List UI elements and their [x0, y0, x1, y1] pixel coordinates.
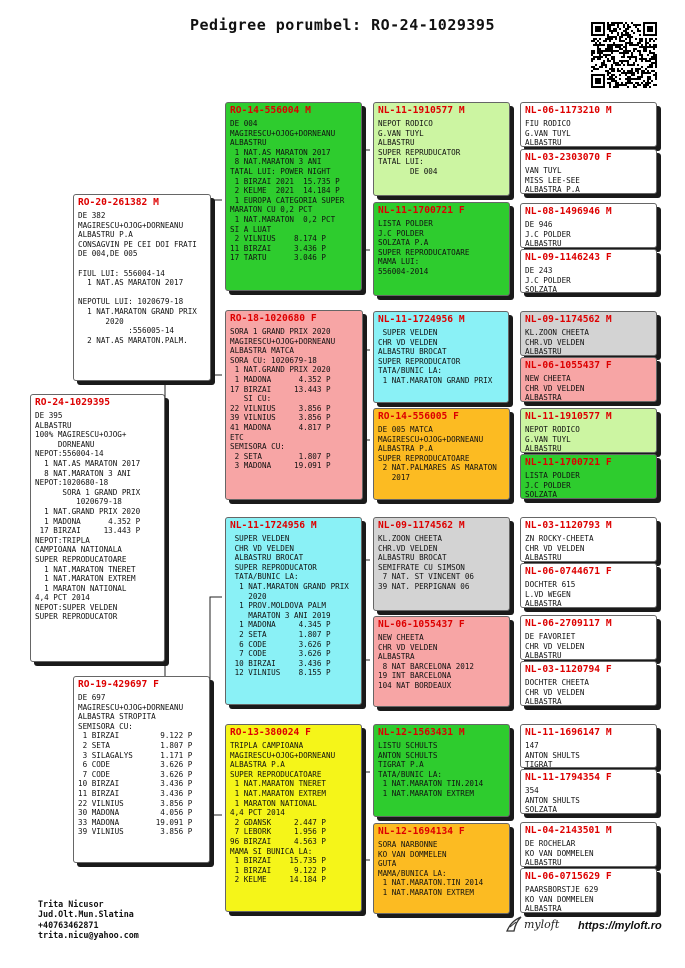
ring-number: NL-09-1174562 M: [378, 520, 465, 531]
ring-number: RO-24-1029395: [35, 397, 111, 408]
pigeon-details: NEW CHEETA CHR VD VELDEN ALBASTRA: [525, 374, 585, 402]
pigeon-details: LISTU SCHULTS ANTON SCHULTS TIGRAT P.A TATA/BUNIC LA: 1 NAT.MARATON TIN.2014 1 NAT.MARATON EXTREM: [378, 741, 484, 798]
pigeon-card-nl-06-1173210[interactable]: [520, 102, 657, 147]
ring-number: RO-14-556004 M: [230, 105, 311, 116]
ring-number: NL-11-1700721 F: [378, 205, 465, 216]
ring-number: NL-11-1700721 F: [525, 457, 612, 468]
ring-number: NL-03-2303070 F: [525, 152, 612, 163]
pigeon-card-nl-03-2303070[interactable]: [520, 149, 657, 194]
ring-number: NL-12-1694134 F: [378, 826, 465, 837]
ring-number: RO-19-429697 F: [78, 679, 159, 690]
ring-number: NL-06-2709117 M: [525, 618, 612, 629]
pigeon-card-nl-06-1055437-c[interactable]: [520, 357, 657, 402]
ring-number: NL-06-0715629 F: [525, 871, 612, 882]
pigeon-details: VAN TUYL MISS LEE-SEE ALBASTRA P.A: [525, 166, 580, 194]
pigeon-details: NEPOT RODICO G.VAN TUYL ALBASTRU SUPER REPRUDUCATOR TATAL LUI: DE 004: [378, 119, 461, 176]
ring-number: NL-06-0744671 F: [525, 566, 612, 577]
ring-number: NL-08-1496946 M: [525, 206, 612, 217]
pigeon-details: DOCHTER CHEETA CHR VD VELDEN ALBASTRA: [525, 678, 590, 706]
pigeon-card-nl-03-1120794[interactable]: [520, 661, 657, 706]
pigeon-details: 354 ANTON SHULTS SOLZATA: [525, 786, 580, 814]
pigeon-details: ZN ROCKY-CHEETA CHR VD VELDEN ALBASTRU: [525, 534, 594, 562]
pigeon-details: DE 946 J.C POLDER ALBASTRU: [525, 220, 571, 248]
pigeon-details: FIU RODICO G.VAN TUYL ALBASTRU: [525, 119, 571, 147]
ring-number: NL-06-1055437 F: [525, 360, 612, 371]
breeder-contact: Trita Nicusor Jud.Olt.Mun.Slatina +40763462871 trita.nicu@yahoo.com: [38, 899, 139, 941]
pigeon-details: DE FAVORIET CHR VD VELDEN ALBASTRU: [525, 632, 585, 660]
pigeon-card-nl-11-1700721-c[interactable]: [520, 454, 657, 499]
pigeon-card-ro-20-261382[interactable]: [73, 194, 211, 381]
pigeon-card-nl-06-0715629[interactable]: [520, 868, 657, 913]
ring-number: NL-03-1120794 F: [525, 664, 612, 675]
pigeon-details: DE ROCHELAR KO VAN DOMMELEN ALBASTRU: [525, 839, 594, 867]
pigeon-card-nl-04-2143501[interactable]: [520, 822, 657, 867]
pigeon-card-nl-08-1496946[interactable]: [520, 203, 657, 248]
website-link[interactable]: https://myloft.ro: [578, 920, 662, 932]
ring-number: NL-12-1563431 M: [378, 727, 465, 738]
pigeon-details: DE 005 MATCA MAGIRESCU+OJOG+DORNEANU ALBASTRA P.A SUPER REPRODUCATOARE 2 NAT.PALMARES AS MARATON 2017: [378, 425, 497, 482]
pigeon-card-nl-11-1794354[interactable]: [520, 769, 657, 814]
pigeon-card-nl-11-1724956-b[interactable]: [373, 311, 509, 403]
pigeon-details: LISTA POLDER J.C POLDER SOLZATA P.A SUPER REPRODUCATOARE MAMA LUI: 556004-2014: [378, 219, 470, 276]
pigeon-card-nl-11-1696147[interactable]: [520, 724, 657, 768]
pigeon-details: SORA NARBONNE KO VAN DOMMELEN GUTA MAMA/BUNICA LA: 1 NAT.MARATON.TIN 2014 1 NAT.MARATON EXTREM: [378, 840, 484, 897]
myloft-logo-text: myloft: [524, 918, 560, 931]
ring-number: NL-11-1910577 M: [525, 411, 612, 422]
pigeon-details: NEW CHEETA CHR VD VELDEN ALBASTRA 8 NAT BARCELONA 2012 19 INT BARCELONA 104 NAT BORDEAUX: [378, 633, 475, 690]
pigeon-card-ro-24-1029395[interactable]: [30, 394, 165, 662]
pigeon-details: 147 ANTON SHULTS TIGRAT: [525, 741, 580, 768]
pigeon-card-nl-11-1910577[interactable]: [373, 102, 510, 196]
ring-number: NL-09-1174562 M: [525, 314, 612, 325]
pigeon-details: DOCHTER 615 L.VD WEGEN ALBASTRA: [525, 580, 576, 608]
pigeon-card-nl-11-1724956[interactable]: [225, 517, 362, 705]
pigeon-card-nl-06-0744671[interactable]: [520, 563, 657, 608]
pigeon-details: PAARSBORSTJE 629 KO VAN DOMMELEN ALBASTRA: [525, 885, 599, 913]
ring-number: NL-11-1696147 M: [525, 727, 612, 738]
pigeon-card-ro-18-1020680[interactable]: [225, 310, 363, 500]
pigeon-details: DE 004 MAGIRESCU+OJOG+DORNEANU ALBASTRU 1 NAT.AS MARATON 2017 8 NAT.MARATON 3 ANI TATAL LUI: POWER NIGHT 1 BIRZAI 2021 15.735 P 2 KELME 2021 14.184 P 1 EUROPA CATEGORIA SUPER MARATON CU 0,2 PCT 1 NAT.MARATON 0,2 PCT SI A LUAT 2 VILNIUS 8.174 P 11 BIRZAI 3.436 P 17 TARTU 3.046 P: [230, 119, 345, 263]
pigeon-details: DE 697 MAGIRESCU+OJOG+DORNEANU ALBASTRA STROPITA SEMISORA CU: 1 BIRZAI 9.122 P 2 SETA 1.807 P 3 SILAGALYS 1.171 P 6 CODE 3.626 P 7 CODE 3.626 P 10 BIRZAI 3.436 P 11 BIRZAI 3.436 P 22 VILNIUS 3.856 P 30 MADONA 4.056 P 33 MADONA 19.091 P 39 VILNIUS 3.856 P: [78, 693, 193, 837]
pigeon-card-nl-03-1120793[interactable]: [520, 517, 657, 562]
pigeon-details: KL.ZOON CHEETA CHR.VD VELDEN ALBASTRU BROCAT SEMIFRATE CU SIMSON 7 NAT. ST VINCENT 06 39 NAT. PERPIGNAN 06: [378, 534, 475, 591]
ring-number: NL-03-1120793 M: [525, 520, 612, 531]
pigeon-card-nl-09-1174562-b[interactable]: [373, 517, 510, 611]
ring-number: NL-04-2143501 M: [525, 825, 612, 836]
ring-number: RO-14-556005 F: [378, 411, 459, 422]
pigeon-card-nl-09-1146243[interactable]: [520, 249, 657, 293]
pigeon-card-nl-11-1700721[interactable]: [373, 202, 510, 296]
ring-number: RO-20-261382 M: [78, 197, 159, 208]
pigeon-details: NEPOT RODICO G.VAN TUYL ALBASTRU: [525, 425, 580, 453]
pigeon-details: DE 382 MAGIRESCU+OJOG+DORNEANU ALBASTRU P.A CONSAGVIN PE CEI DOI FRATI DE 004,DE 005 FIUL LUI: 556004-14 1 NAT.AS MARATON 2017 NEPOTUL LUI: 1020679-18 1 NAT.MARATON GRAND PRIX 2020 :556005-14 2 NAT.AS MARATON.PALM.: [78, 211, 197, 345]
pigeon-details: SUPER VELDEN CHR VD VELDEN ALBASTRU BROCAT SUPER REPRODUCATOR TATA/BUNIC LA: 1 NAT.MARATON GRAND PRIX 2020 1 PROV.MOLDOVA PALM MARATON 3 ANI 2019 1 MADONA 4.345 P 2 SETA 1.807 P 6 CODE 3.626 P 7 CODE 3.626 P 10 BIRZAI 3.436 P 12 VILNIUS 8.155 P: [234, 534, 349, 678]
pigeon-card-ro-14-556005[interactable]: [373, 408, 510, 500]
ring-number: NL-11-1724956 M: [230, 520, 317, 531]
pigeon-details: SUPER VELDEN CHR VD VELDEN ALBASTRU BROCAT SUPER REPRODUCATOR TATA/BUNIC LA: 1 NAT.MARATON GRAND PRIX: [378, 328, 493, 385]
pigeon-details: DE 243 J.C POLDER SOLZATA: [525, 266, 571, 293]
pigeon-details: LISTA POLDER J.C POLDER SOLZATA: [525, 471, 580, 499]
pigeon-card-nl-12-1694134[interactable]: [373, 823, 510, 914]
pigeon-card-nl-12-1563431[interactable]: [373, 724, 510, 817]
ring-number: NL-11-1910577 M: [378, 105, 465, 116]
ring-number: NL-11-1794354 F: [525, 772, 612, 783]
pigeon-details: SORA 1 GRAND PRIX 2020 MAGIRESCU+OJOG+DORNEANU ALBASTRA MATCA SORA CU: 1020679-18 1 NAT.GRAND PRIX 2020 1 MADONA 4.352 P 17 BIRZAI 13.443 P SI CU: 22 VILNIUS 3.856 P 39 VILNIUS 3.856 P 41 MADONA 4.817 P ETC SEMISORA CU: 2 SETA 1.807 P 3 MADONA 19.091 P: [230, 327, 336, 471]
ring-number: NL-06-1173210 M: [525, 105, 612, 116]
pigeon-details: DE 395 ALBASTRU 100% MAGIRESCU+OJOG+ DORNEANU NEPOT:556004-14 1 NAT.AS MARATON 2017 8 NAT.MARATON 3 ANI NEPOT:1020680-18 SORA 1 GRAND PRIX 1020679-18 1 NAT.GRAND PRIX 2020 1 MADONA 4.352 P 17 BIRZAI 13.443 P NEPOT:TRIPLA CAMPIOANA NATIONALA SUPER REPRODUCATOARE 1 NAT.MARATON TNERET 1 NAT.MARATON EXTREM 1 MARATON NATIONAL 4,4 PCT 2014 NEPOT:SUPER VELDEN SUPER REPRODUCATOR: [35, 411, 141, 622]
pigeon-card-nl-09-1174562-c[interactable]: [520, 311, 657, 356]
pigeon-card-nl-11-1910577-c[interactable]: [520, 408, 657, 453]
ring-number: RO-13-380024 F: [230, 727, 311, 738]
ring-number: NL-09-1146243 F: [525, 252, 612, 263]
pigeon-card-nl-06-2709117[interactable]: [520, 615, 657, 660]
ring-number: RO-18-1020680 F: [230, 313, 317, 324]
page-title: Pedigree porumbel: RO-24-1029395: [190, 16, 495, 34]
pigeon-card-nl-06-1055437-b[interactable]: [373, 616, 510, 707]
pigeon-card-ro-14-556004[interactable]: [225, 102, 362, 291]
pigeon-details: KL.ZOON CHEETA CHR.VD VELDEN ALBASTRU: [525, 328, 590, 356]
myloft-logo-icon: [504, 914, 524, 934]
pigeon-details: TRIPLA CAMPIOANA MAGIRESCU+OJOG+DORNEANU ALBASTRA P.A SUPER REPRODUCATOARE 1 NAT.MARATON TNERET 1 NAT.MARATON EXTREM 1 MARATON NATIONAL 4,4 PCT 2014 2 GDANSK 2.447 P 7 LEBORK 1.956 P 96 BIRZAI 4.563 P MAMA SI BUNICA LA: 1 BIRZAI 15.735 P 1 BIRZAI 9.122 P 2 KELME 14.184 P: [230, 741, 336, 885]
ring-number: NL-11-1724956 M: [378, 314, 465, 325]
pigeon-card-ro-13-380024[interactable]: [225, 724, 362, 912]
ring-number: NL-06-1055437 F: [378, 619, 465, 630]
pigeon-card-ro-19-429697[interactable]: [73, 676, 210, 863]
